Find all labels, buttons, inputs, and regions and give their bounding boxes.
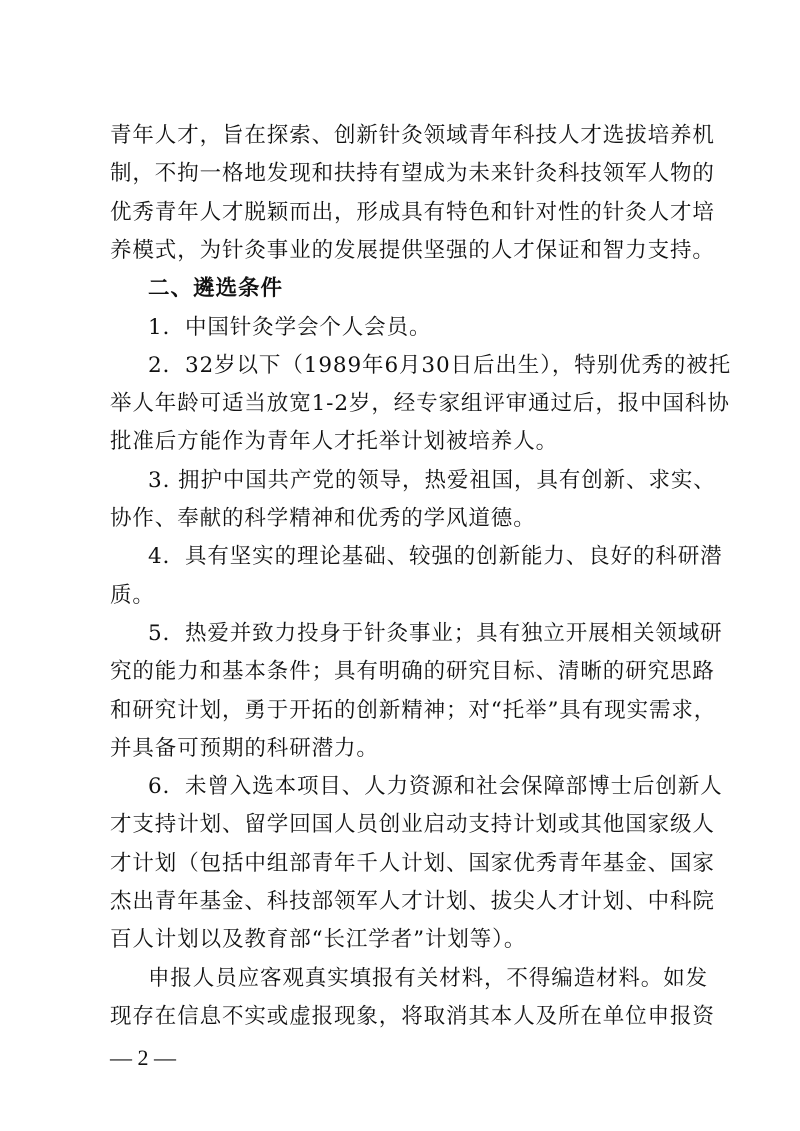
paragraph-line: 并具备可预期的科研潜力。 [110,736,379,761]
paragraph-line: 5．热爱并致力投身于针灸事业；具有独立开展相关领域研 [148,621,723,646]
paragraph-line: 4．具有坚实的理论基础、较强的创新能力、良好的科研潜 [148,544,723,569]
paragraph-line: 申报人员应客观真实填报有关材料，不得编造材料。如发 [148,966,709,991]
paragraph-line: 青年人才，旨在探索、创新针灸领域青年科技人才选拔培养机 [110,123,715,148]
paragraph-line: 百人计划以及教育部“长江学者”计划等）。 [110,927,527,952]
page-number: — 2 — [110,1045,176,1070]
paragraph-line: 3. 拥护中国共产党的领导，热爱祖国，具有创新、求实、 [148,468,716,493]
paragraph-line: 养模式，为针灸事业的发展提供坚强的人才保证和智力支持。 [110,238,715,263]
paragraph-line: 杰出青年基金、科技部领军人才计划、拔尖人才计划、中科院 [110,889,715,914]
paragraph-line: 和研究计划，勇于开拓的创新精神；对“托举”具有现实需求， [110,698,717,723]
paragraph-line: 批准后方能作为青年人才托举计划被培养人。 [110,429,559,454]
paragraph-line: 才支持计划、留学回国人员创业启动支持计划或其他国家级人 [110,812,715,837]
paragraph-line: 优秀青年人才脱颖而出，形成具有特色和针对性的针灸人才培 [110,200,715,225]
paragraph-line: 举人年龄可适当放宽1-2岁，经专家组评审通过后，报中国科协 [110,391,730,416]
paragraph-line: 6．未曾入选本项目、人力资源和社会保障部博士后创新人 [148,774,723,799]
section-heading: 二、遴选条件 [148,276,284,301]
paragraph-line: 协作、奉献的科学精神和优秀的学风道德。 [110,506,536,531]
paragraph-line: 究的能力和基本条件；具有明确的研究目标、清晰的研究思路 [110,659,715,684]
paragraph-line: 质。 [110,583,155,608]
paragraph-line: 才计划（包括中组部青年千人计划、国家优秀青年基金、国家 [110,851,715,876]
paragraph-line: 现存在信息不实或虚报现象，将取消其本人及所在单位申报资 [110,1004,715,1029]
paragraph-line: 1．中国针灸学会个人会员。 [148,315,432,340]
paragraph-line: 2．32岁以下（1989年6月30日后出生），特别优秀的被托 [148,353,732,378]
paragraph-line: 制，不拘一格地发现和扶持有望成为未来针灸科技领军人物的 [110,161,715,186]
